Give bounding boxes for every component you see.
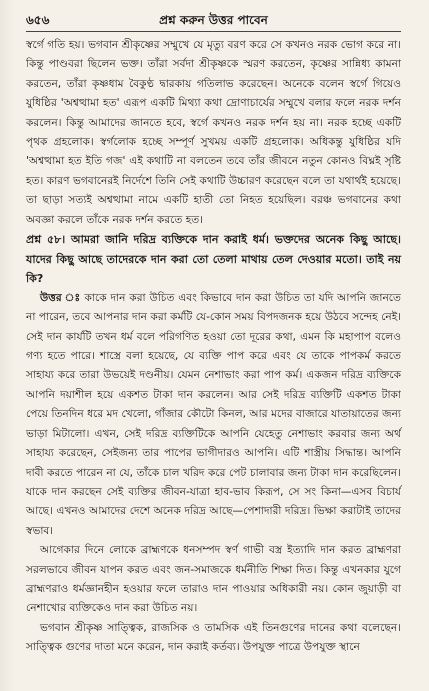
page-header bbox=[26, 10, 401, 30]
answer-label: উত্তর ঃ bbox=[40, 291, 81, 304]
paragraph-1: স্বর্গে গতি হয়। ভগবান শ্রীকৃষ্ণের সম্মুখে যে মৃত্যু বরণ করে সে কখনও নরক ভোগ করে না। কিন্তু পাণ্ডবরা ছিলেন ভক্ত। তাঁরা সর্বদা শ্রীকৃষ্ণকে স্মরণ করতেন, কৃষ্ণের সান্নিধ্য কামনা করতেন, তাঁরা কৃষ্ণধাম বৈকুণ্ঠ দ্বারকায় গতিলাভ করেছেন। অনেকে বলেন স্বর্গে গিয়েও যুধিষ্ঠির 'অশ্বত্থামা হত' এরূপ একটি মিথ্যা কথা দ্রোণাচার্যের সম্মুখে বলার ফলে নরক দর্শন করলেন। কিন্তু আমাদের জানতে হবে, স্বর্গে কখনও নরক দর্শন হয় না। নরক হচ্ছে একটি পৃথক গ্রহলোক। স্বর্গলোক হচ্ছে সম্পূর্ণ সুখময় একটি গ্রহলোক। অধিকন্তু যুধিষ্ঠির যদি 'অশ্বত্থামা হত ইতি গজ' এই কথাটি না বলতেন তবে তাঁর জীবনে নতুন কোনও বিঘ্নই সৃষ্টি হত। কারণ ভগবানেরই নির্দেশে তিনি সেই কথাটি উচ্চারণ করেছেন বলে তা যথার্থই হয়েছে। তা ছাড়া সত্যই অশ্বত্থামা নামে একটি হাতী তো নিহত হয়েছিল। বরঞ্চ ভগবানের কথা অবজ্ঞা করলে তাঁকে নরক দর্শন করতে হত। bbox=[26, 39, 401, 226]
page-number: ৬৫৬ bbox=[26, 13, 50, 27]
answer-text: কাকে দান করা উচিত এবং কিভাবে দান করা উচিত তা যদি আপনি জানতে না পারেন, তবে আপনার দান করা কর্মটি যে-কোন সময় বিপদজনক হয়ে উঠবে সন্দেহ নেই। সেই দান কার্যটি তখন ধর্ম বলে পরিগণিত হওয়া তো দূরের কথা, এমন কি মহাপাপ বলেও গণ্য হতে পারে। শাস্ত্রে বলা হয়েছে, যে ব্যক্তি পাপ করে এবং যে তাকে পাপকর্ম করতে সাহায্য করে তারা উভয়েই দণ্ডনীয়। যেমন নেশাভাং করা পাপ কর্ম। একজন দরিদ্র ব্যক্তিকে আপনি দয়াশীল হয়ে একশত টাকা দান করলেন। আর সেই দরিদ্র ব্যক্তিটি একশত টাকা পেয়ে তিনদিন ধরে মদ খেলো, গাঁজার কৌটো কিনল, আর মদের বাজারে যাতায়াতের জন্য ভাড়া মিটালো। এখন, সেই দরিদ্র ব্যক্তিটিকে আপনি যেহেতু নেশাভাং করবার জন্য অর্থ সাহায্য করেছেন, সেইজন্য তার পাপের ভাগীদারও আপনি। এটি শাস্ত্রীয় সিদ্ধান্ত। আপনি দাবী করতে পারেন না যে, তাঁকে চাল খরিদ করে পেট চালাবার জন্য টাকা দান করেছিলেন। যাকে দান করছেন সেই ব্যক্তির জীবন-যাত্রা হাব-ভাব কিরূপ, সে সং কিনা—এসব বিচার্য আছে। এখনও আমাদের দেশে অনেক দরিদ্র আছে—পেশাদারী দরিদ্র। ভিক্ষা করাটাই তাদের স্বভাব। bbox=[26, 291, 401, 537]
paragraph-4: ভগবান শ্রীকৃষ্ণ সাত্ত্বিক, রাজসিক ও তামসিক এই তিনগুণের দানের কথা বলেছেন। সাত্ত্বিক গুণের দাতা মনে করেন, দান করাই কর্তব্য। উপযুক্ত পাত্রে উপযুক্ত স্থানে bbox=[26, 621, 401, 654]
answer-paragraph bbox=[26, 289, 401, 541]
running-head: প্রশ্ন করুন উত্তর পাবেন bbox=[159, 13, 268, 27]
paragraph-3: আগেকার দিনে লোকে ব্রাহ্মণকে ধনসম্পদ স্বর্ণ গাভী বস্ত্র ইত্যাদি দান করত ব্রাহ্মণরা সরলভাবে জীবন যাপন করত এবং জন-সমাজকে ধর্মনীতি শিক্ষা দিত। কিন্তু এখনকার যুগে ব্রাহ্মণরাও ধর্মজ্ঞানহীন হওয়ার ফলে তারাও দান পাওয়ার অধিকারী নয়। কোন জুয়াড়ী বা নেশাখোর ব্যক্তিকেও দান করা উচিত নয়। bbox=[26, 544, 401, 615]
question-58: প্রশ্ন ৫৮। আমরা জানি দরিদ্র ব্যক্তিকে দান করাই ধর্ম। ভক্তদের অনেক কিছু আছে। যাদের কিছু আছে তাদেরকে দান করা তো তেলা মাথায় তেল দেওয়ার মতো। তাই নয় কি? bbox=[26, 233, 401, 286]
